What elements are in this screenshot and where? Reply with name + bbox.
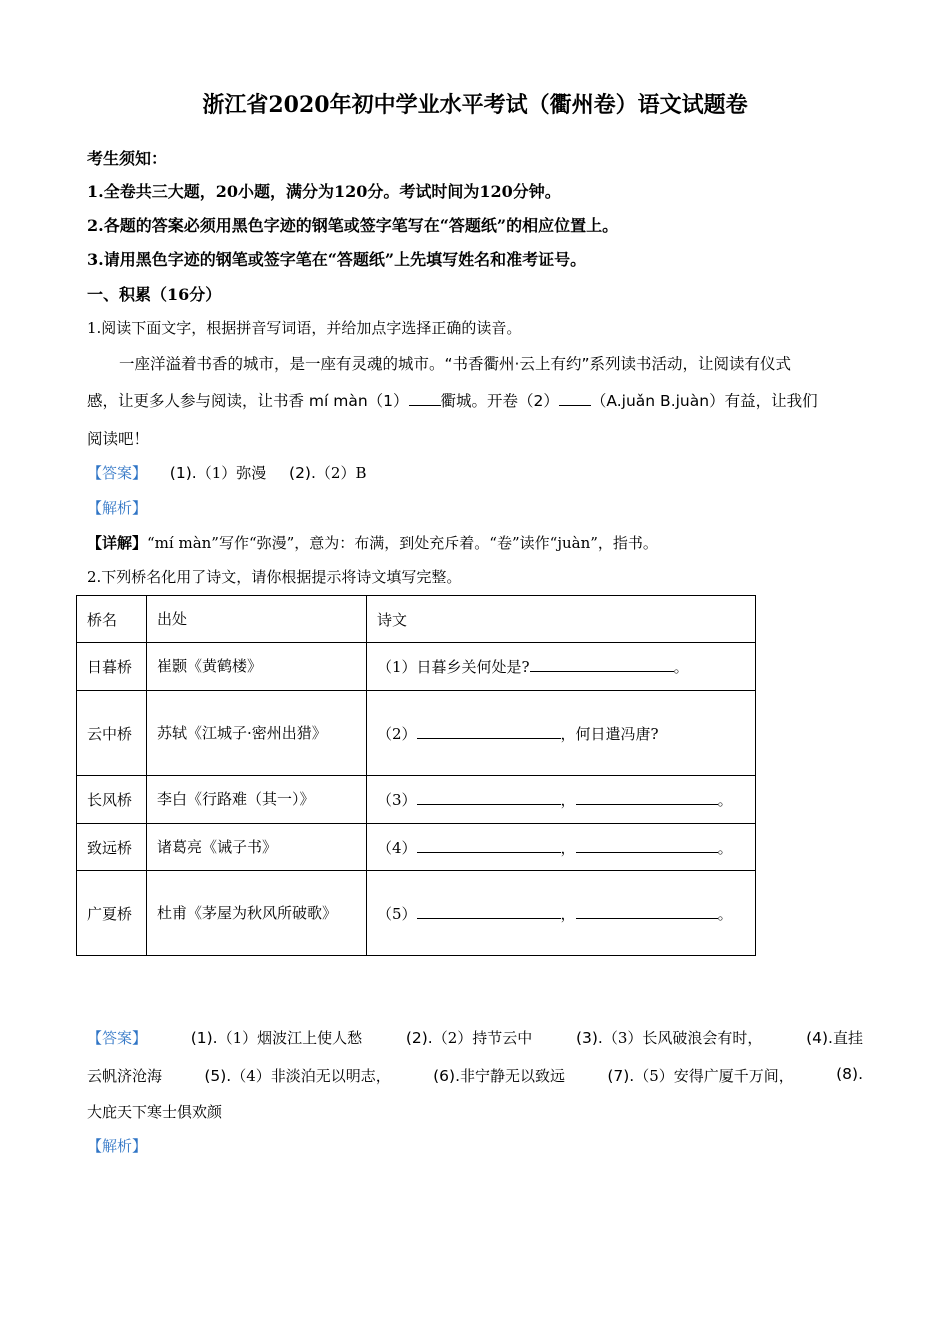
poem-table [76, 595, 756, 956]
answer-tag: 【答案】 [87, 1029, 148, 1047]
notice-item-2: 2.各题的答案必须用黑色字迹的钢笔或签字笔写在“答题纸”的相应位置上。 [87, 216, 619, 235]
notice-item-3: 3.请用黑色字迹的钢笔或签字笔在“答题纸”上先填写姓名和准考证号。 [87, 250, 587, 269]
bridge-name: 长风桥 [77, 776, 147, 824]
question-2-prompt: 2.下列桥名化用了诗文，请你根据提示将诗文填写完整。 [87, 568, 462, 586]
answer-blank [417, 906, 561, 919]
bridge-name: 广夏桥 [77, 871, 147, 956]
answer-blank [576, 840, 718, 853]
blank-2 [559, 391, 591, 406]
header-bridge: 桥名 [77, 596, 147, 643]
table-header-row [77, 596, 756, 643]
poem-line: （1）日暮乡关何处是? 。 [367, 643, 756, 691]
poem-line: （5） ， 。 [367, 871, 756, 956]
poem-line: （4） ， 。 [367, 824, 756, 871]
table-row [77, 871, 756, 956]
question-1-passage-line-3: 阅读吧！ [87, 430, 150, 448]
question-1-passage-line-1: 一座洋溢着书香的城市，是一座有灵魂的城市。“书香衢州·云上有约”系列读书活动，让阅读有仪式 [119, 355, 791, 373]
answer-blank [417, 792, 561, 805]
poem-line: （3） ， 。 [367, 776, 756, 824]
poem-source: 杜甫《茅屋为秋风所破歌》 [147, 871, 367, 956]
poem-source: 苏轼《江城子·密州出猎》 [147, 691, 367, 776]
bridge-name: 致远桥 [77, 824, 147, 871]
question-1-answer: 【答案】 (1).（1）弥漫 (2).（2）B [87, 464, 367, 482]
poem-line: （2） ，何日遣冯唐? [367, 691, 756, 776]
question-2-analysis-tag: 【解析】 [87, 1137, 148, 1155]
poem-source: 诸葛亮《诫子书》 [147, 824, 367, 871]
table-row [77, 643, 756, 691]
table-row [77, 824, 756, 871]
question-1-passage-line-2: 感，让更多人参与阅读，让书香 mí màn（1） 衢城。开卷（2） （A.juǎn B.juàn）有益，让我们 [87, 392, 818, 410]
blank-1 [409, 391, 441, 406]
notice-heading: 考生须知： [87, 149, 168, 168]
poem-source: 李白《行路难（其一）》 [147, 776, 367, 824]
answer-blank [530, 659, 674, 672]
header-source: 出处 [147, 596, 367, 643]
question-1-detail: 【详解】“mí màn”写作“弥漫”，意为：布满，到处充斥着。“卷”读作“juàn”，指书。 [87, 534, 658, 552]
answer-blank [576, 792, 718, 805]
bridge-name: 日暮桥 [77, 643, 147, 691]
poem-source: 崔颢《黄鹤楼》 [147, 643, 367, 691]
bridge-name: 云中桥 [77, 691, 147, 776]
answer-blank [417, 840, 561, 853]
notice-item-1: 1.全卷共三大题，20小题，满分为120分。考试时间为120分钟。 [87, 182, 561, 201]
table-row [77, 691, 756, 776]
table-row [77, 776, 756, 824]
question-2-answer-line-3: 大庇天下寒士俱欢颜 [87, 1103, 223, 1121]
section-heading: 一、积累（16分） [87, 285, 222, 304]
header-poem: 诗文 [367, 596, 756, 643]
page-title: 浙江省2020年初中学业水平考试（衢州卷）语文试题卷 [202, 92, 748, 118]
question-2-answer-line-1: 【答案】 (1).（1）烟波江上使人愁 (2).（2）持节云中 (3).（3）长风破浪会有时， (4).直挂 [87, 1029, 863, 1047]
answer-blank [576, 906, 718, 919]
question-2-answer-line-2: 云帆济沧海 (5).（4）非淡泊无以明志， (6).非宁静无以致远 (7).（5）安得广厦千万间， (8). [87, 1065, 863, 1085]
answer-blank [417, 726, 561, 739]
question-1-prompt: 1.阅读下面文字，根据拼音写词语，并给加点字选择正确的读音。 [87, 319, 522, 337]
question-1-analysis-tag: 【解析】 [87, 499, 148, 517]
